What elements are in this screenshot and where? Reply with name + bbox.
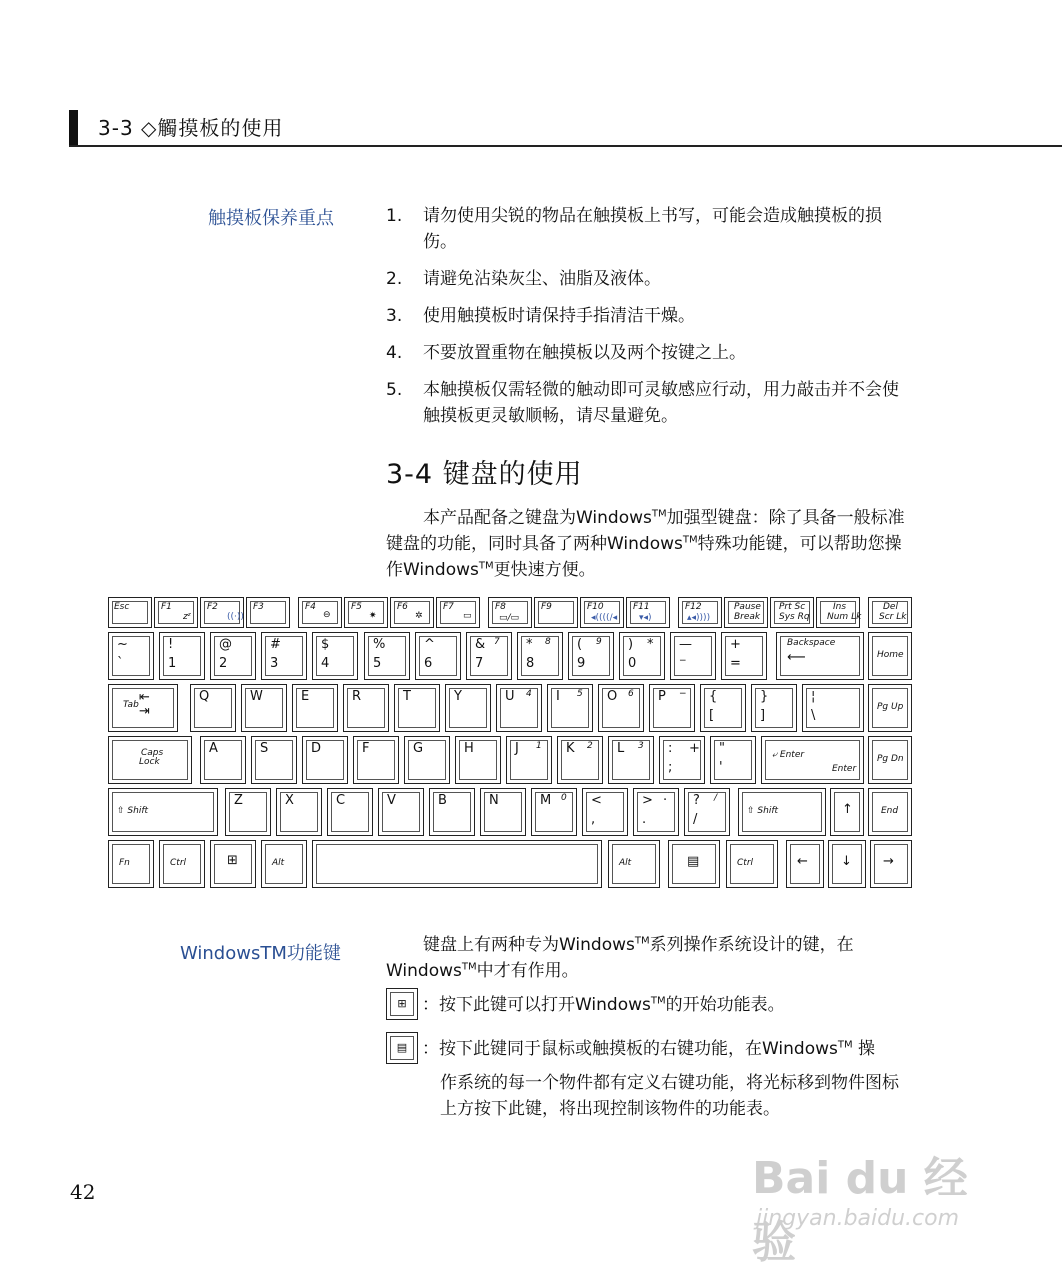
key-label: ~ [117,637,128,652]
key-label: ▭/▭ [499,613,520,623]
keyboard-key [108,597,152,628]
key-label: Ctrl [170,858,187,868]
key-label: ⇥ [139,704,150,719]
key-label: ¦ [811,689,816,704]
key-label: Pause [734,602,761,612]
key-label: ✷ [369,611,377,621]
header-rule [69,145,1062,147]
key-label: O [607,689,618,704]
key-label: ⇤ [139,690,150,705]
keyboard-key [868,736,912,784]
key-label: + [689,741,700,756]
key-label: F12 [685,602,702,612]
windows-key-text-2: 的开始功能表。 [665,995,785,1015]
keyboard-key [261,632,307,680]
key-label: 3 [638,741,644,751]
keyboard-key [246,597,290,628]
keyboard-key [668,840,720,888]
care-item-text: 本触摸板仅需轻微的触动即可灵敏感应行动，用力敲击并不会使触摸板更灵敏顺畅，请尽量避免。 [423,380,899,426]
key-label: 5 [373,656,382,671]
key-label: A [209,741,218,756]
intro-text-2: 加强型键盘：除了具备一般标准键盘的功能，同时具备了两种Windows [386,508,905,554]
key-label: F4 [305,602,316,612]
keyboard-key [466,632,512,680]
key-label: − [679,656,687,666]
watermark-brand: Bai du 经验 [752,1153,968,1268]
key-label: R [352,689,362,704]
keyboard-diagram [108,597,911,889]
key-label: @ [219,637,232,652]
keyboard-key [506,736,552,784]
keyboard-key [298,597,342,628]
key-label: : [668,741,673,756]
key-label: Num Lk [827,612,862,622]
keyboard-key [200,736,246,784]
keyboard-key [868,788,912,836]
header-bar [69,110,78,146]
intro-paragraph [386,505,914,583]
keyboard-key [608,736,654,784]
key-label: [ [709,708,715,723]
key-label: 3 [270,656,279,671]
key-label: ((·)) [227,612,244,622]
intro-text-4: 更快速方便。 [493,560,596,580]
watermark-site: jingyan.baidu.com [756,1206,960,1231]
key-label: Prt Sc [779,602,806,612]
key-label: ⊖ [323,610,331,620]
keyboard-key [302,736,348,784]
keyboard-key [394,684,440,732]
key-label: V [387,793,396,808]
care-item-number: 4. [386,343,403,363]
key-label: } [760,689,769,704]
key-label: F11 [633,602,650,612]
care-item-text: 请勿使用尖锐的物品在触摸板上书写，可能会造成触摸板的损伤。 [423,206,882,252]
key-label: % [373,637,386,652]
keyboard-key [488,597,532,628]
keyboard-key [816,597,860,628]
keyboard-key [364,632,410,680]
key-label: F2 [207,602,218,612]
keyboard-key [108,684,178,732]
wintm-text-2: 系列操作系统设计的键，在Windows [386,935,854,981]
keyboard-key [776,632,864,680]
key-label: zᶻ [183,612,192,622]
keyboard-key [415,632,461,680]
keyboard-key [710,736,756,784]
key-label: 9 [577,656,586,671]
key-label: 4 [526,689,532,699]
keyboard-key [534,597,578,628]
key-label: N [489,793,499,808]
keyboard-key [868,632,912,680]
keyboard-key [608,840,660,888]
care-list [386,203,914,440]
keyboard-key [828,840,866,888]
keyboard-key [108,736,192,784]
key-label: 7 [494,637,500,647]
keyboard-key [312,632,358,680]
keyboard-key [353,736,399,784]
tm-mark: TM [682,534,698,546]
keyboard-key [700,684,746,732]
page-number: 42 [70,1180,96,1204]
key-label: 1 [536,741,542,751]
key-label: ⇧ Shift [747,806,779,816]
keyboard-key [580,597,624,628]
key-label: ` [117,656,124,671]
care-item [386,266,914,292]
key-label: / [693,812,698,827]
key-label: 8 [526,656,535,671]
key-label: Lock [139,757,160,767]
keyboard-key [517,632,563,680]
keyboard-key [786,840,824,888]
key-label: ) [628,637,634,652]
header-title: 3-3 ◇觸摸板的使用 [98,116,284,140]
key-label: F3 [253,602,264,612]
key-label: ( [577,637,583,652]
key-label: Enter [832,764,857,774]
keyboard-key [531,788,577,836]
keyboard-key [327,788,373,836]
intro-text-3: 特殊功能键，可以帮助您操作Windows [386,534,902,580]
keyboard-key [200,597,244,628]
key-label: / [714,793,718,803]
keyboard-key [455,736,501,784]
key-label: M [540,793,552,808]
keyboard-key [159,840,205,888]
key-label: Q [199,689,210,704]
key-label: 9 [596,637,602,647]
care-item [386,377,914,429]
keyboard-key [108,788,218,836]
key-label: Y [454,689,462,704]
keyboard-key [261,840,307,888]
wintm-paragraph [386,932,914,984]
key-label: F6 [397,602,408,612]
key-label: 7 [475,656,484,671]
menu-key-text-1: ：按下此键同于鼠标或触摸板的右键功能，在Windows [422,1039,838,1059]
key-label: H [464,741,474,756]
key-label: I [556,689,560,704]
keyboard-key [496,684,542,732]
keyboard-key [626,597,670,628]
keyboard-key [251,736,297,784]
key-label: = [730,656,741,671]
key-label: # [270,637,281,652]
keyboard-key [659,736,705,784]
key-label: Ctrl [737,858,754,868]
key-label: Z [234,793,243,808]
key-label: { [709,689,718,704]
keyboard-key [404,736,450,784]
key-label: T [403,689,411,704]
key-label: < [591,793,602,808]
key-label: E [301,689,310,704]
key-label: Caps [141,748,164,758]
key-label: Home [877,650,904,660]
key-label: Sys Rq [779,612,810,622]
key-label: 0 [628,656,637,671]
keyboard-key [868,684,912,732]
keyboard-key [721,632,767,680]
key-label: End [881,806,899,816]
key-label: 1 [168,656,177,671]
menu-key-desc [422,1036,922,1062]
menu-glyph-icon: ▤ [396,1041,408,1054]
keyboard-key [684,788,730,836]
key-label: S [260,741,269,756]
key-label: 0 [561,793,567,803]
keyboard-key [582,788,628,836]
key-label: $ [321,637,330,652]
keyboard-key [276,788,322,836]
keyboard-key [678,597,722,628]
keyboard-key [761,736,864,784]
key-label: G [413,741,424,756]
care-item-number: 2. [386,269,403,289]
key-label: F5 [351,602,362,612]
key-label: Esc [114,602,130,612]
windows-key-icon [386,988,418,1020]
keyboard-key [108,840,154,888]
care-item [386,303,914,329]
key-label: " [719,741,725,756]
keyboard-key [390,597,434,628]
key-label: Break [734,612,761,622]
key-label: > [642,793,653,808]
keyboard-key [159,632,205,680]
key-label: → [883,854,894,869]
wintm-side-title: WindowsTM功能键 [180,943,341,964]
keyboard-key [436,597,480,628]
keyboard-key [633,788,679,836]
key-label: ⤶ Enter [772,750,805,760]
key-label: F9 [541,602,552,612]
key-label: ← [797,854,808,869]
keyboard-key [649,684,695,732]
key-label: J [515,741,519,756]
care-item-text: 不要放置重物在触摸板以及两个按键之上。 [423,343,746,363]
keyboard-key [210,840,256,888]
care-item [386,203,914,255]
intro-text-1: 本产品配备之键盘为Windows [423,508,652,528]
keyboard-key [619,632,665,680]
keyboard-key [343,684,389,732]
key-label: 4 [321,656,330,671]
key-label: 5 [577,689,583,699]
keyboard-key [770,597,814,628]
key-label: Ins [833,602,847,612]
key-label: ◂((((/◂ [591,613,618,623]
keyboard-key [557,736,603,784]
key-label: ↑ [842,802,853,817]
key-label: − [679,689,687,699]
keyboard-key [108,632,154,680]
key-label: Alt [272,858,285,868]
key-label: + [730,637,741,652]
keyboard-key [429,788,475,836]
key-label: B [438,793,447,808]
key-label: — [679,637,692,652]
key-label: X [285,793,294,808]
key-label: ↓ [841,854,852,869]
keyboard-key [830,788,864,836]
key-label: P [658,689,666,704]
key-label: ▾◂) [639,613,652,623]
key-label: ] [760,708,766,723]
keyboard-key [312,840,602,888]
keyboard-key [670,632,716,680]
key-label: * [526,637,533,652]
care-item-number: 5. [386,380,403,400]
key-label: 8 [545,637,551,647]
keyboard-key [751,684,797,732]
key-label: & [475,637,486,652]
key-label: K [566,741,575,756]
keyboard-key [210,632,256,680]
key-label: D [311,741,322,756]
care-item-number: 3. [386,306,403,326]
keyboard-key [190,684,236,732]
key-label: W [250,689,263,704]
tm-mark: TM [650,995,666,1007]
care-item-text: 请避免沾染灰尘、油脂及液体。 [423,269,661,289]
keyboard-key [547,684,593,732]
key-label: ' [719,760,723,775]
key-label: ? [693,793,700,808]
key-label: · [663,793,668,808]
key-label: Pg Dn [877,754,904,764]
keyboard-key [292,684,338,732]
windows-key-text-1: ：按下此键可以打开Windows [422,995,651,1015]
key-label: ✲ [415,611,423,621]
windows-logo-icon: ⊞ [397,997,407,1010]
key-label: ^ [424,637,435,652]
key-label: ⇧ Shift [117,806,149,816]
key-label: Pg Up [877,702,904,712]
key-label: ▴◂)))) [687,613,711,623]
key-label: ; [668,760,673,775]
key-label: F8 [495,602,506,612]
key-label: Backspace [787,638,836,648]
menu-key-desc-cont: 作系统的每一个物件都有定义右键功能，将光标移到物件图标上方按下此键，将出现控制该物件的功能表。 [440,1073,899,1119]
key-label: 2 [587,741,593,751]
care-item-text: 使用触摸板时请保持手指清洁干燥。 [423,306,695,326]
wintm-text-1: 键盘上有两种专为Windows [423,935,635,955]
key-label: U [505,689,515,704]
wintm-text-3: 中才有作用。 [476,961,579,981]
key-label: Alt [619,858,632,868]
key-label: \ [811,708,816,723]
tm-mark: TM [461,961,477,973]
menu-key-icon [386,1032,418,1064]
baidu-watermark [752,1128,1002,1268]
keyboard-key [154,597,198,628]
care-item-number: 1. [386,206,403,226]
keyboard-key [598,684,644,732]
key-label: F [362,741,370,756]
menu-key-text-2: 操 [852,1039,876,1059]
keyboard-key [480,788,526,836]
key-label: Scr Lk [879,612,907,622]
key-label: F1 [161,602,172,612]
care-item [386,340,914,366]
key-label: ⟵ [787,650,806,665]
key-label: F10 [587,602,604,612]
keyboard-key [738,788,826,836]
key-label: 6 [424,656,433,671]
keyboard-key [870,840,912,888]
section-title: 3-4 键盘的使用 [386,459,583,490]
key-label: ▤ [687,854,700,869]
key-label: * [647,637,654,652]
key-label: , [591,812,596,827]
keyboard-key [241,684,287,732]
tm-mark: TM [651,508,667,520]
key-label: F7 [443,602,454,612]
key-label: Tab [123,700,139,710]
tm-mark: TM [837,1039,853,1051]
key-label: ⊞ [227,853,238,868]
keyboard-key [378,788,424,836]
care-side-title: 触摸板保养重点 [208,208,334,229]
windows-key-desc [422,992,922,1018]
key-label: C [336,793,346,808]
key-label: Fn [119,858,130,868]
tm-mark: TM [478,560,494,572]
keyboard-key [344,597,388,628]
key-label: 6 [628,689,634,699]
keyboard-key [568,632,614,680]
keyboard-key [802,684,864,732]
key-label: . [642,812,647,827]
key-label: ! [168,637,174,652]
keyboard-key [726,840,778,888]
keyboard-key [724,597,768,628]
key-label: L [617,741,625,756]
keyboard-key [225,788,271,836]
tm-mark: TM [634,935,650,947]
key-label: ▭ [463,611,472,621]
keyboard-key [445,684,491,732]
key-label: Del [883,602,898,612]
key-label: 2 [219,656,228,671]
keyboard-key [868,597,912,628]
